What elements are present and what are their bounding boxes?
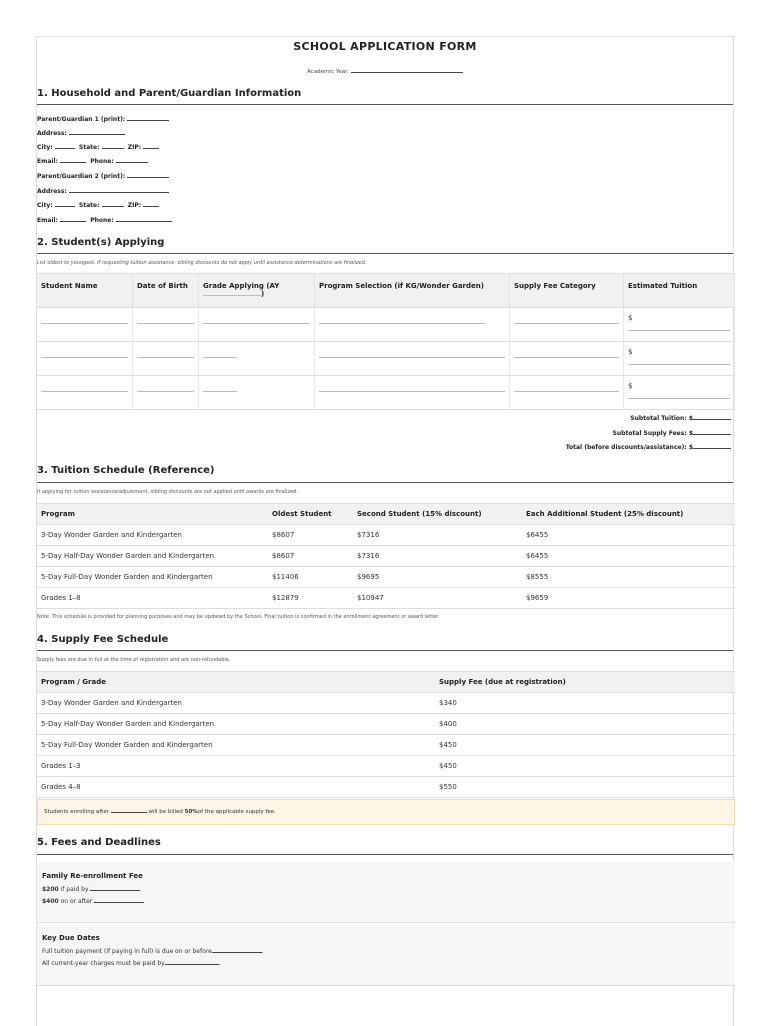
second-cell: $7316 [353,546,522,567]
col-supply-fee: Supply Fee (due at registration) [435,672,735,693]
guardian1-input[interactable] [127,113,169,121]
address1-input[interactable] [69,127,125,135]
phone2-input[interactable] [116,214,172,222]
fee-cell: $550 [435,777,735,798]
email2-input[interactable] [60,214,86,222]
table-row [37,588,735,609]
fee2-date-input[interactable] [94,897,144,903]
section3-heading: 3. Tuition Schedule (Reference) [37,465,215,476]
fee-cell: $450 [435,756,735,777]
due2-line [42,959,730,967]
dollar-sign: $ [628,314,633,322]
col-program-grade: Program / Grade [37,672,435,693]
section-rule [37,854,733,855]
academic-year-input[interactable] [351,68,463,73]
program-cell: 5-Day Full-Day Wonder Garden and Kindergarten [37,735,435,756]
tuition-cell[interactable] [624,308,735,342]
grade-label: Grade Applying (AY [203,282,280,290]
supply-header-row [37,672,735,693]
section-rule [37,650,733,651]
city2-input[interactable] [55,199,75,207]
due-dates-heading: Key Due Dates [42,934,100,942]
guardian2-row [37,170,169,180]
state-label: State: [78,202,100,209]
late-percent: 50% [184,809,198,815]
dollar-sign: $ [688,415,693,422]
grade-year-input[interactable] [203,290,261,296]
dob-cell[interactable] [133,308,199,342]
dob-cell[interactable] [133,376,199,410]
address2-row [37,185,169,195]
student-row [37,376,735,410]
guardian2-label: Parent/Guardian 2 (print): [37,173,126,180]
program-cell: 3-Day Wonder Garden and Kindergarten [37,525,268,546]
oldest-cell: $11406 [268,567,353,588]
students-header-row [37,274,735,308]
late-text-middle: will be billed [148,809,183,815]
table-row [37,567,735,588]
section4-heading: 4. Supply Fee Schedule [37,634,169,645]
section-rule [37,104,733,105]
address2-input[interactable] [69,185,169,193]
program-cell: Grades 1–3 [37,756,435,777]
due1-text: Full tuition payment (if paying in full) is due on or before [42,948,212,955]
second-cell: $9695 [353,567,522,588]
address1-row [37,127,125,137]
col-estimated-tuition: Estimated Tuition [624,274,735,308]
program-cell[interactable] [315,376,510,410]
late-date-input[interactable] [111,807,147,813]
due-dates-box [37,924,735,986]
dob-cell[interactable] [133,342,199,376]
guardian2-input[interactable] [127,170,169,178]
section-rule [37,253,733,254]
total-before-discounts [566,442,731,451]
subtotal-supply-input[interactable] [693,428,731,435]
student-name-cell[interactable] [37,342,133,376]
address-label: Address: [37,188,67,195]
reenrollment-fee-box [37,862,735,923]
form-title: SCHOOL APPLICATION FORM [293,40,477,53]
due1-date-input[interactable] [212,947,262,953]
zip-label: ZIP: [127,202,142,209]
section-rule [37,482,733,483]
col-student-name: Student Name [37,274,133,308]
city-label: City: [37,202,53,209]
dollar-sign: $ [688,444,693,451]
col-program: Program [37,504,268,525]
academic-year-label: Academic Year: [307,69,350,75]
table-row [37,546,735,567]
table-row [37,735,735,756]
program-cell: Grades 4–8 [37,777,435,798]
email2-row [37,214,172,224]
oldest-cell: $12879 [268,588,353,609]
email1-row [37,155,148,165]
col-date-of-birth: Date of Birth [133,274,199,308]
program-cell[interactable] [315,308,510,342]
application-form [36,36,734,1026]
fee-cell: $340 [435,693,735,714]
period: . [261,948,264,955]
city1-row [37,141,159,151]
subtotal-supply [613,428,731,437]
zip-label: ZIP: [127,144,142,151]
col-oldest: Oldest Student [268,504,353,525]
program-cell: 3-Day Wonder Garden and Kindergarten [37,693,435,714]
city2-row [37,199,159,209]
table-row [37,756,735,777]
supply-category-cell[interactable] [510,342,624,376]
fee1-line [42,885,730,893]
guardian1-label: Parent/Guardian 1 (print): [37,116,126,123]
fee2-text: on or after [60,898,93,905]
table-row [37,525,735,546]
oldest-cell: $8607 [268,546,353,567]
late-text-after: of the applicable supply fee. [197,809,276,815]
section2-heading: 2. Student(s) Applying [37,237,165,248]
fee2-amount: $400 [42,898,59,905]
additional-cell: $8555 [522,567,735,588]
fee-cell: $400 [435,714,735,735]
supply-category-cell[interactable] [510,376,624,410]
col-grade-applying [199,274,315,308]
late-enrollment-note [37,799,735,825]
late-text-before: Students enrolling after [44,809,109,815]
additional-cell: $6455 [522,546,735,567]
section3-note: If applying for tuition assistance/adjustment, sibling discounts are not applied until awards are finalized. [37,489,298,495]
tuition-table [37,503,735,609]
tuition-header-row [37,504,735,525]
zip1-input[interactable] [143,141,159,149]
section5-heading: 5. Fees and Deadlines [37,837,161,848]
city-label: City: [37,144,53,151]
table-row [37,714,735,735]
section2-note: List oldest to youngest. If requesting tuition assistance, sibling discounts do not apply until assistance determinations are finalized. [37,260,367,266]
tuition-cell[interactable] [624,376,735,410]
academic-year [37,68,733,75]
second-cell: $10947 [353,588,522,609]
tuition-cell[interactable] [624,342,735,376]
state-label: State: [78,144,100,151]
grade-label-close: ) [261,290,265,298]
student-name-cell[interactable] [37,308,133,342]
additional-cell: $9659 [522,588,735,609]
table-row [37,777,735,798]
students-table [37,273,735,410]
student-name-cell[interactable] [37,376,133,410]
dollar-sign: $ [688,430,693,437]
period: . [218,960,221,967]
phone-label: Phone: [90,158,114,165]
table-row [37,693,735,714]
fee-cell: $450 [435,735,735,756]
section1-heading: 1. Household and Parent/Guardian Information [37,88,302,99]
dollar-sign: $ [628,382,633,390]
program-cell: 5-Day Half-Day Wonder Garden and Kindergarten [37,546,268,567]
subtotal-tuition-label: Subtotal Tuition: [630,415,687,422]
dollar-sign: $ [628,348,633,356]
total-input[interactable] [693,442,731,449]
supply-fee-table [37,671,735,798]
program-cell[interactable] [315,342,510,376]
section3-footnote: Note: This schedule is provided for planning purposes and may be updated by the School. Final tuition is confirmed in the enrollment agreement or award letter. [37,614,440,620]
phone1-input[interactable] [116,155,148,163]
section4-note: Supply fees are due in full at the time of registration and are non-refundable. [37,657,231,663]
email-label: Email: [37,158,58,165]
total-label: Total (before discounts/assistance): [565,444,687,451]
phone-label: Phone: [90,217,114,224]
col-additional: Each Additional Student (25% discount) [522,504,735,525]
state2-input[interactable] [102,199,124,207]
subtotal-tuition [630,413,731,422]
col-program-selection: Program Selection (if KG/Wonder Garden) [315,274,510,308]
zip2-input[interactable] [143,199,159,207]
reenrollment-heading: Family Re-enrollment Fee [42,872,143,880]
due2-date-input[interactable] [165,959,219,965]
student-row [37,308,735,342]
col-second: Second Student (15% discount) [353,504,522,525]
supply-category-cell[interactable] [510,308,624,342]
additional-cell: $6455 [522,525,735,546]
due2-text: All current-year charges must be paid by [42,960,165,967]
email-label: Email: [37,217,58,224]
grade-cell[interactable] [199,342,315,376]
email1-input[interactable] [60,155,86,163]
address-label: Address: [37,130,67,137]
subtotal-tuition-input[interactable] [693,413,731,420]
fee2-line [42,897,730,905]
state1-input[interactable] [102,141,124,149]
guardian1-row [37,113,169,123]
fee1-date-input[interactable] [90,885,140,891]
second-cell: $7316 [353,525,522,546]
program-cell: 5-Day Half-Day Wonder Garden and Kindergarten [37,714,435,735]
grade-cell[interactable] [199,308,315,342]
program-cell: 5-Day Full-Day Wonder Garden and Kindergarten [37,567,268,588]
program-cell: Grades 1–8 [37,588,268,609]
student-row [37,342,735,376]
fee1-amount: $200 [42,886,59,893]
subtotal-supply-label: Subtotal Supply Fees: [612,430,687,437]
due1-line [42,947,730,955]
city1-input[interactable] [55,141,75,149]
fee1-text: if paid by [60,886,89,893]
grade-cell[interactable] [199,376,315,410]
oldest-cell: $8607 [268,525,353,546]
col-supply-fee-category: Supply Fee Category [510,274,624,308]
